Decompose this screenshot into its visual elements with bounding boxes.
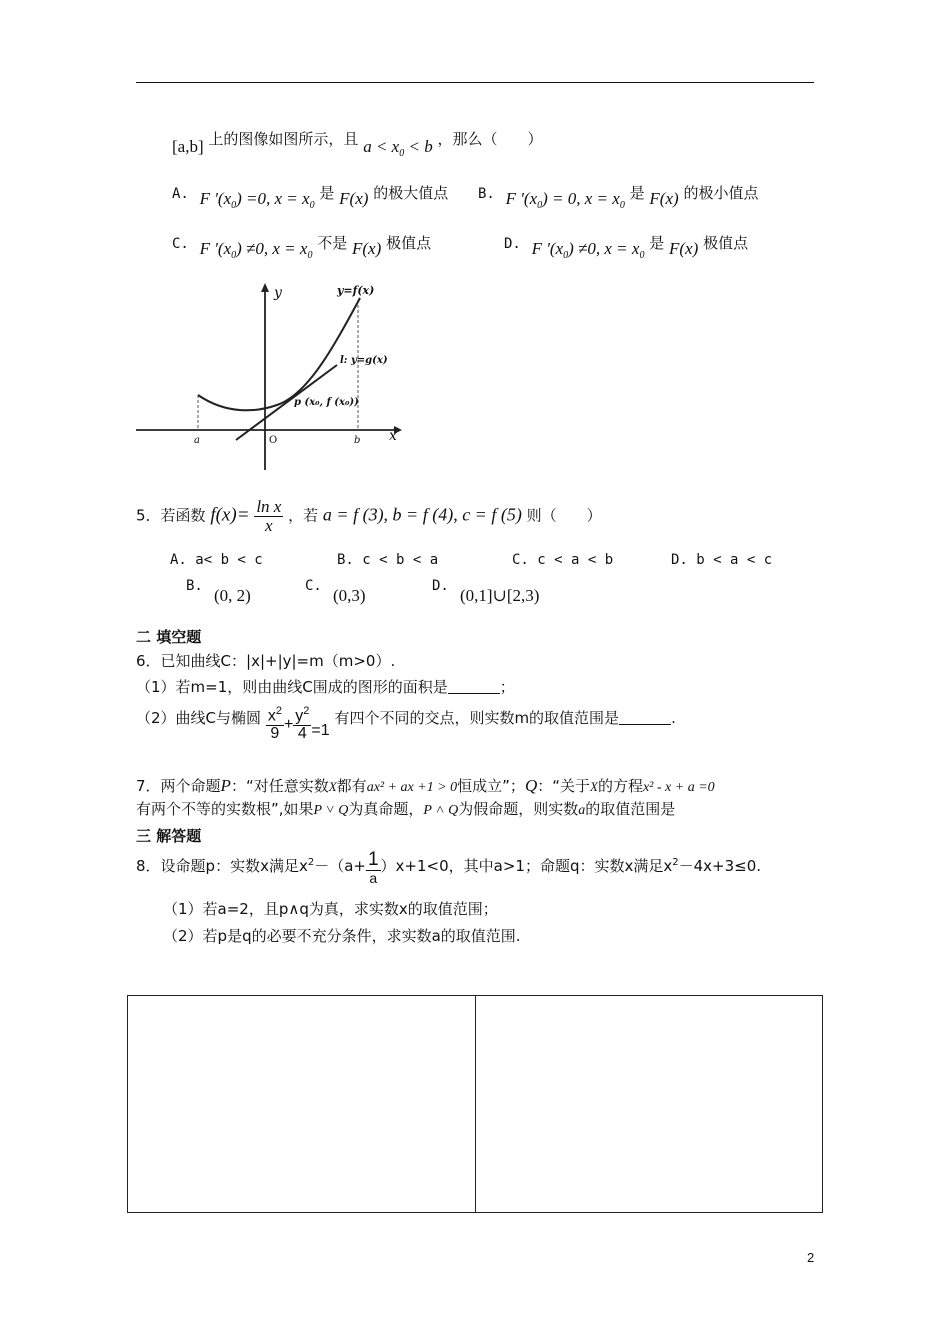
sub-zero: 0 [309,200,315,211]
var-x: X [328,779,337,794]
x-axis-label: x [389,428,397,444]
p-or-q: P ˅ Q [313,803,349,818]
fraction-numerator: ln x [256,497,282,516]
option-tail: 的极大值点 [373,184,449,202]
option-word: 是 [629,184,645,202]
expr-b: F '(x [505,189,538,208]
function-graph-figure [132,280,402,475]
q7-text: ：“关于 [537,777,590,795]
sub-zero: 0 [639,250,645,261]
f-arg: (x) [215,504,237,526]
answer-blank[interactable] [448,679,500,694]
q7-text: 为真命题， [348,800,424,818]
expr-mid: ) ≠0, x = x [568,239,640,258]
eq-sign: = [236,504,250,526]
interval-label-c: C. [305,578,322,594]
q6-part1 [136,676,515,697]
q5-condition: a = f (3), b = f (4), c = f (5) [322,504,522,525]
expr-d: F '(x [531,239,564,258]
exponent: 2 [303,705,310,717]
q8-text: 8．设命题p：实数x满足x [136,856,308,875]
ellipse-y-num [293,706,311,725]
interval-value-c: (0,3) [333,586,366,605]
q4-option-b [478,182,758,211]
q7-line1 [136,775,715,796]
q7-text: 为假命题，则实数 [458,800,579,818]
exponent: 2 [307,856,315,868]
interval-value-b: (0, 2) [214,586,251,605]
sub-zero: 0 [619,200,625,211]
x-var: x [267,707,276,725]
a-label: a [194,435,200,446]
exponent: 2 [672,856,679,868]
ineq-expr [363,137,433,159]
q8-fraction [366,850,381,886]
ineq-sub: 0 [399,148,405,159]
option-tail: 的极小值点 [683,184,759,202]
option-func: F(x) [669,239,699,258]
q7-text: 恒成立”； [457,777,525,795]
point-label: p (x₀, f (x₀)) [294,397,359,408]
ellipse-x-num [266,706,284,725]
q7-line2 [136,798,675,819]
q5-option-c: C. c < a < b [512,552,614,568]
q8-text: ）x+1<0，其中a>1；命题q：实数x满足x [380,856,673,875]
ineq-end: < b [404,137,433,156]
sub-zero: 0 [563,250,569,261]
expr-a: F '(x [199,189,232,208]
sub-zero: 0 [231,250,237,261]
fraction-numerator: 1 [367,849,379,870]
curve-f [198,298,360,410]
q8-part2: （2）若p是q的必要不充分条件，求实数a的取值范围. [163,927,521,945]
q7-inequality: ax² + ax +1 > 0 [366,780,458,795]
option-word: 是 [649,234,665,252]
interval-label-d: D. [432,578,449,594]
q8-part1: （1）若a=2，且p∧q为真，求实数x的取值范围； [163,900,498,918]
q8-text: －（a+ [314,856,366,875]
interval-label-b: B. [186,578,203,594]
var-a: a [578,803,586,818]
tangent-label: l: y=g(x) [340,355,388,366]
q5-tail: 则（ ） [526,506,602,525]
option-label: B. [478,186,495,202]
ellipse-x-den: 9 [266,725,284,743]
q5-stem [136,498,602,535]
option-word: 不是 [317,234,348,252]
option-expr [199,239,313,261]
option-func: F(x) [339,189,369,208]
q6-part2 [136,706,676,743]
ellipse-y-den: 4 [293,725,311,743]
ineq-a: a < x [363,137,400,156]
fraction-denominator: x [254,516,283,535]
q6-stem: 6．已知曲线C：|x|+|y|=m（m>0）. [136,652,396,670]
fraction-denominator: a [366,870,381,886]
option-label: D. [504,236,521,252]
q4-text1: 上的图像如图所示，且 [208,130,359,148]
option-expr [505,189,625,211]
option-func: F(x) [649,189,679,208]
section-fill-in-title: 二 填空题 [136,628,202,646]
expr-mid: ) =0, x = x [236,189,310,208]
q4-option-c [172,232,431,261]
option-expr [199,189,315,211]
q4-option-a [172,182,448,211]
q5-option-a: A. a< b < c [170,552,263,568]
section-solution-title: 三 解答题 [136,827,202,845]
q7-text: 的方程 [597,777,643,795]
q7-text: 7．两个命题 [136,777,221,795]
q4-option-d [504,232,748,261]
q7-text: 都有 [336,777,367,795]
ellipse-y-term [293,706,311,743]
sub-zero: 0 [307,250,313,261]
q5-option-b: B. c < b < a [337,552,439,568]
q5-prefix: 5．若函数 [136,506,206,525]
b-label: b [354,435,361,446]
y-var: y [295,707,304,725]
curve-label: y=f(x) [337,284,375,297]
ellipse-x-term [266,706,284,743]
expr-c: F '(x [199,239,232,258]
exponent: 2 [275,705,282,717]
ellipse-equals: =1 [311,721,330,739]
q6-part1-end: ； [499,678,515,696]
q7-text: ：“对任意实数 [230,777,329,795]
prop-q: Q [524,776,538,795]
prop-p: P [220,776,231,795]
y-axis-label: y [274,285,282,301]
p-and-q: P ˄ Q [423,803,459,818]
q5-fraction [254,498,283,535]
q6-part2-end: . [671,708,676,727]
option-label: C. [172,236,189,252]
option-tail: 极值点 [386,234,432,252]
var-x: X [590,779,598,794]
q5-option-d: D. b < a < c [671,552,773,568]
option-label: A. [172,186,189,202]
option-expr [531,239,645,261]
answer-blank[interactable] [619,710,671,725]
option-word: 是 [319,184,335,202]
q6-part2-rest: 有四个不同的交点，则实数m的取值范围是 [334,708,620,727]
expr-mid: ) = 0, x = x [542,189,620,208]
answer-box[interactable] [127,995,823,1213]
q7-text: 有两个不等的实数根”,如果 [136,800,314,818]
q4-stem [172,128,543,159]
y-axis-arrow [261,283,269,292]
q6-part1-text: （1）若m=1，则由曲线C围成的图形的面积是 [136,678,448,696]
answer-box-divider [475,996,476,1212]
page-number: 2 [807,1250,815,1265]
f-symbol: f [210,504,216,526]
origin-label: O [269,435,278,446]
option-func: F(x) [352,239,382,258]
q5-mid: ，若 [288,506,319,525]
q5-f [210,504,249,525]
option-tail: 极值点 [703,234,749,252]
sub-zero: 0 [231,200,237,211]
q7-equation: x² - x + a =0 [642,780,715,795]
q8-stem [136,850,761,886]
interval-expr: [a,b] [172,137,204,156]
interval-value-d: (0,1]∪[2,3) [460,586,540,605]
expr-mid: ) ≠0, x = x [236,239,308,258]
q4-text2: ，那么（ ） [437,130,543,148]
sub-zero: 0 [537,200,543,211]
q6-part2-text: （2）曲线C与椭圆 [136,708,262,727]
q7-text: 的取值范围是 [585,800,676,818]
header-rule [136,82,814,83]
q8-text: －4x+3≤0. [678,856,762,875]
ellipse-plus: + [283,715,294,733]
